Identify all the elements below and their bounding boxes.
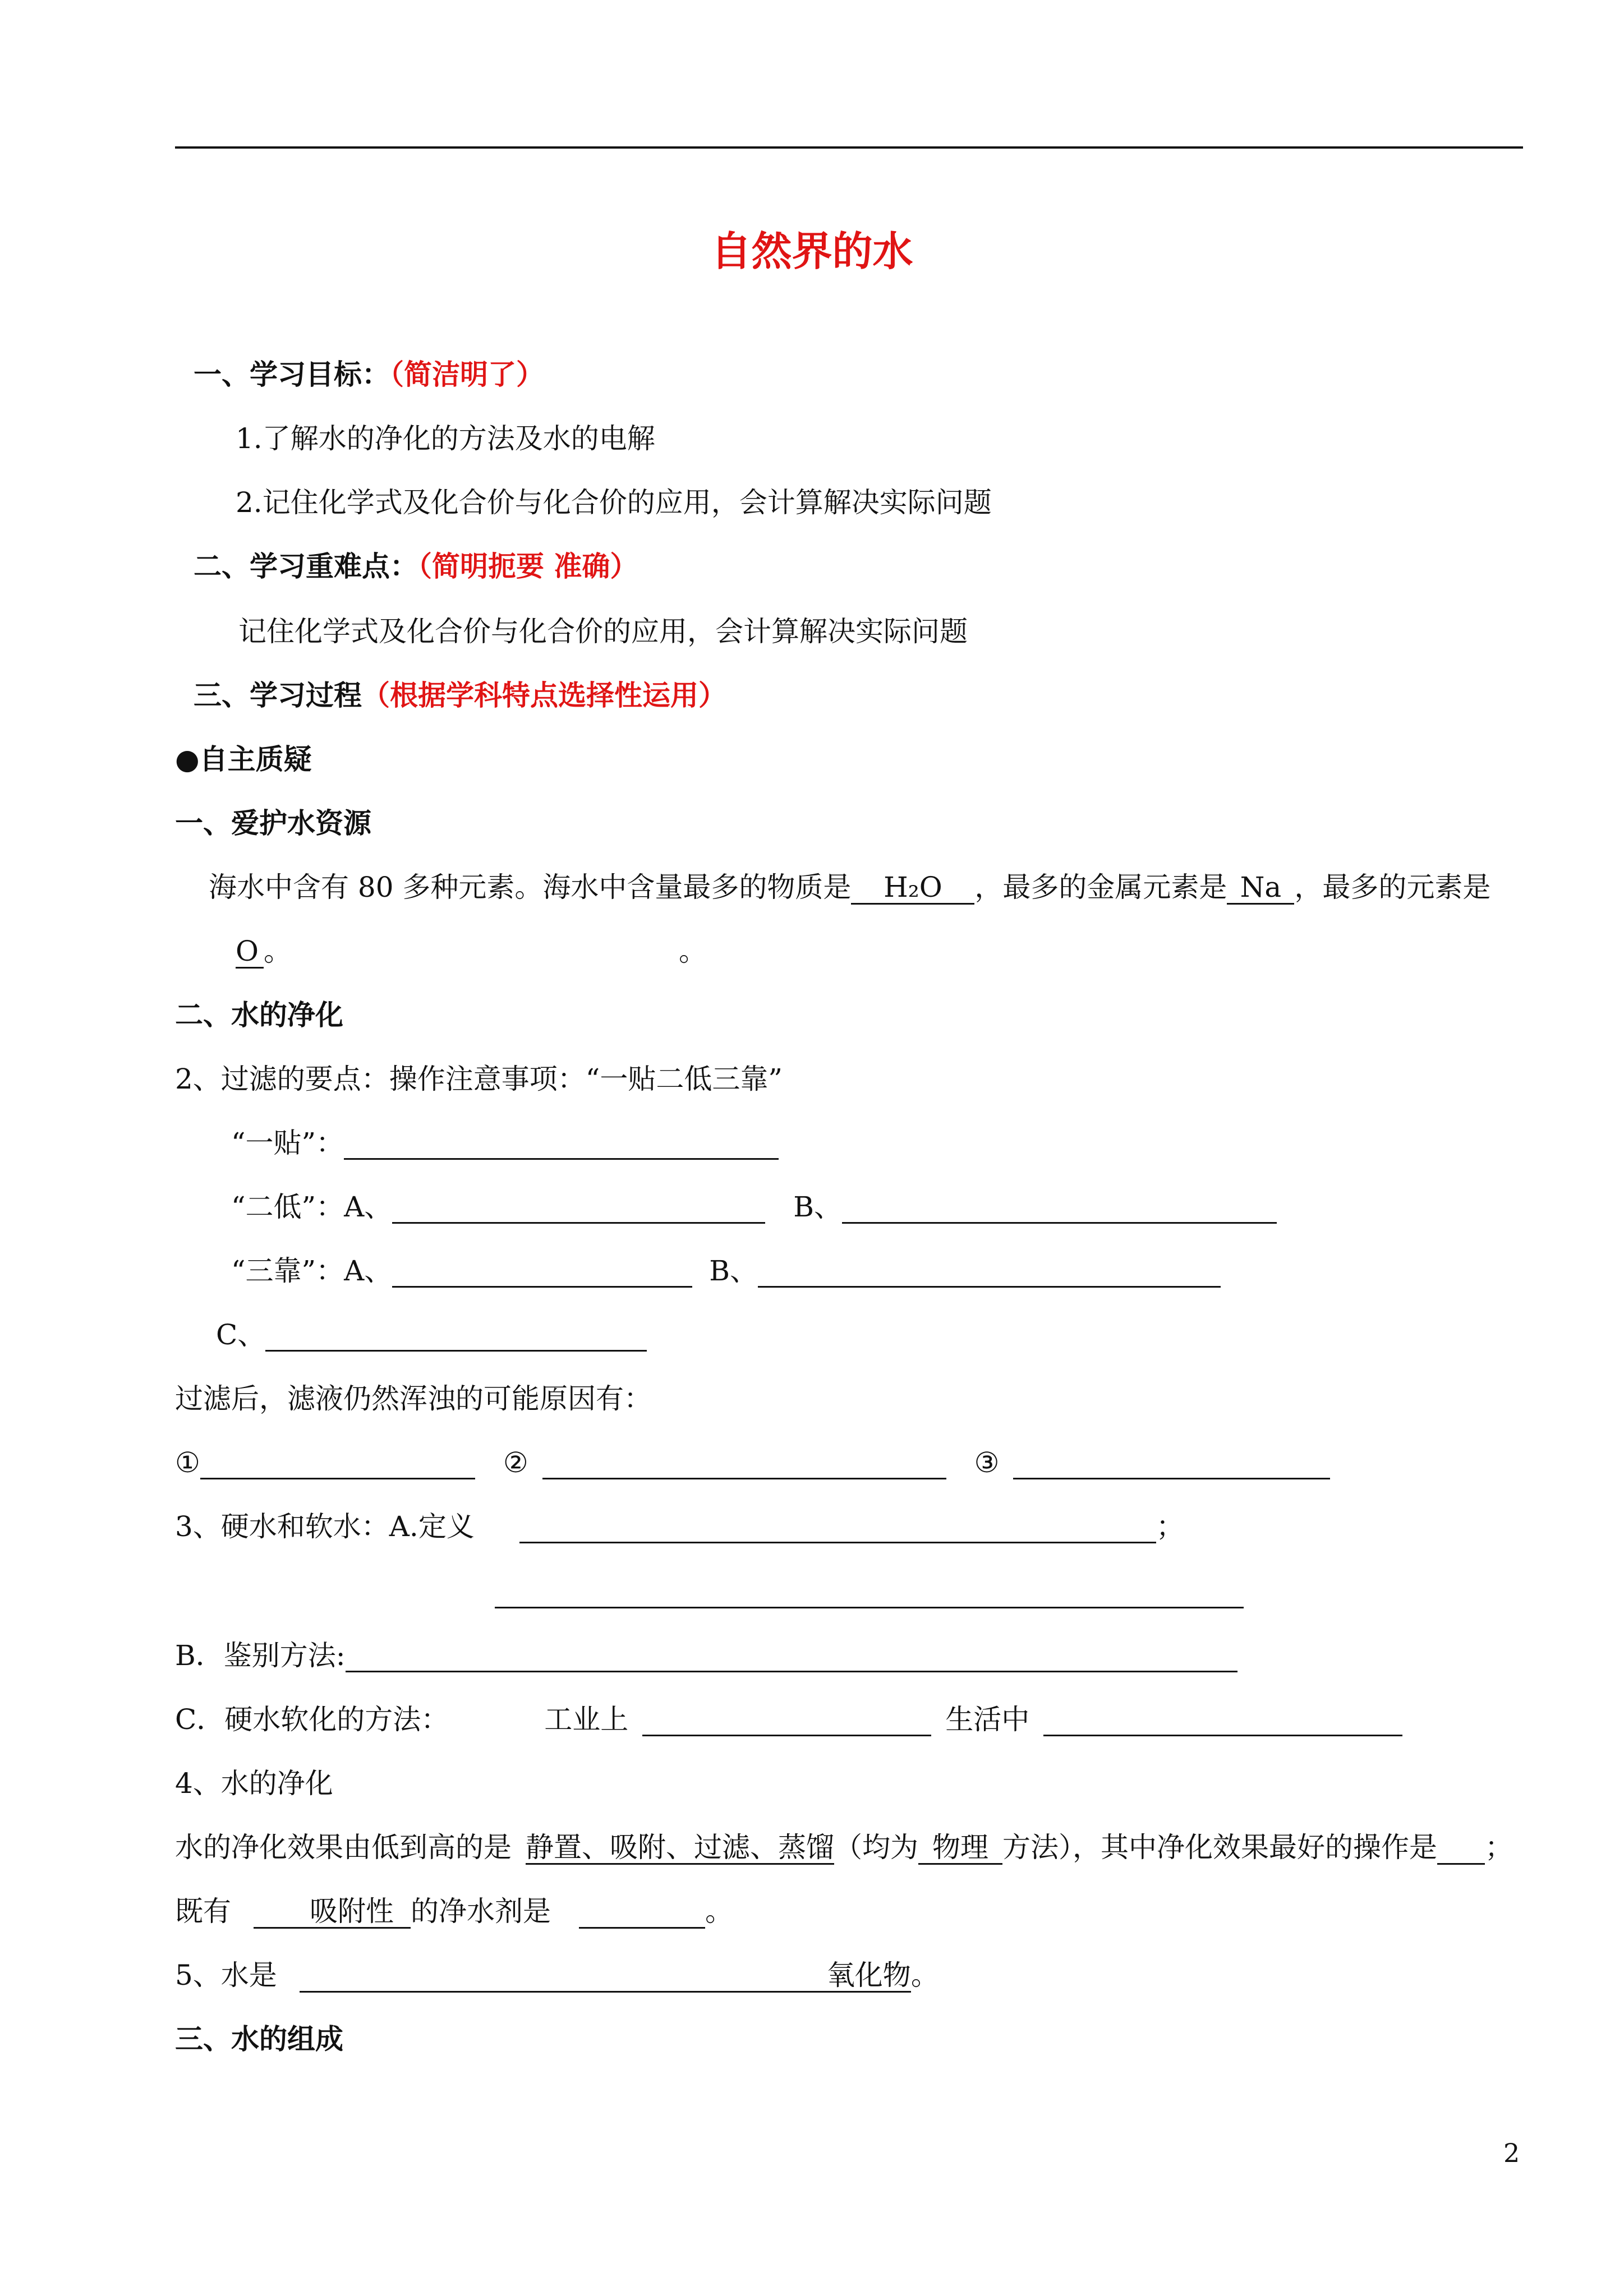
answer-h2o: H₂O xyxy=(851,872,974,905)
reason-3-blank[interactable] xyxy=(1013,1449,1330,1479)
part1-text-c: ，最多的元素是 xyxy=(1294,871,1491,903)
definition-blank-1[interactable] xyxy=(519,1513,1156,1543)
sankao-c-blank[interactable] xyxy=(265,1321,647,1352)
process-heading-line xyxy=(194,679,726,712)
semicolon: ； xyxy=(1156,1510,1184,1543)
goal-1: 1.了解水的净化的方法及水的电解 xyxy=(236,422,655,455)
adsorb-text-b: 的净水剂是 xyxy=(411,1895,551,1928)
header-rule xyxy=(175,146,1523,149)
answer-o: O xyxy=(236,935,264,969)
purify-answer-a: 静置、吸附、过滤、蒸馏 xyxy=(526,1831,834,1864)
page-number: 2 xyxy=(1503,2138,1520,2168)
soften-line xyxy=(175,1703,1402,1736)
industry-label: 工业上 xyxy=(544,1703,629,1736)
identify-line xyxy=(175,1639,1237,1672)
oxide-end: 。 xyxy=(910,1959,939,1991)
purify-line xyxy=(175,1831,1513,1864)
soften-label: C．硬水软化的方法： xyxy=(175,1703,449,1736)
sankao-c-line xyxy=(216,1318,647,1352)
key-text: 记住化学式及化合价与化合价的应用，会计算解决实际问题 xyxy=(238,615,968,648)
erdi-line xyxy=(231,1190,1277,1224)
definition-line-2 xyxy=(495,1575,1244,1608)
part1-end-2: 。 xyxy=(679,935,707,967)
self-study-heading: ●自主质疑 xyxy=(175,743,312,776)
sankao-c-label: C、 xyxy=(216,1318,266,1351)
yitie-blank[interactable] xyxy=(344,1129,779,1160)
purify-text-b: （均为 xyxy=(834,1831,918,1864)
daily-blank[interactable] xyxy=(1043,1705,1402,1736)
adsorb-line xyxy=(175,1894,733,1928)
filter-heading: 2、过滤的要点：操作注意事项：“一贴二低三靠” xyxy=(175,1063,783,1095)
sankao-b-blank[interactable] xyxy=(758,1257,1221,1288)
reason-1-label: ① xyxy=(175,1446,200,1479)
water-is-line xyxy=(175,1958,939,1992)
purify-answer-b: 物理 xyxy=(918,1832,1002,1865)
industry-blank[interactable] xyxy=(642,1705,931,1736)
adsorb-answer: 吸附性 xyxy=(254,1896,411,1929)
erdi-label: “二低”：A、 xyxy=(231,1191,393,1223)
identify-blank[interactable] xyxy=(346,1642,1237,1672)
yitie-label: “一贴”： xyxy=(231,1127,344,1159)
purify-text-c: 方法），其中净化效果最好的操作是 xyxy=(1002,1831,1437,1864)
adsorbent-blank[interactable] xyxy=(579,1898,705,1929)
reasons-line xyxy=(175,1446,1330,1479)
sankao-a-blank[interactable] xyxy=(392,1257,692,1288)
key-heading: 二、学习重难点： xyxy=(194,550,418,583)
page-title: 自然界的水 xyxy=(711,228,913,275)
hard-soft-line xyxy=(175,1510,1184,1543)
best-operation-blank[interactable] xyxy=(1437,1834,1485,1865)
part1-end-1: 。 xyxy=(264,935,292,967)
key-note: （简明扼要 准确） xyxy=(418,550,638,583)
part3-heading: 三、水的组成 xyxy=(175,2023,343,2055)
water-is-label: 5、水是 xyxy=(175,1959,277,1991)
erdi-b-blank[interactable] xyxy=(842,1193,1277,1224)
erdi-b-label: B、 xyxy=(793,1191,842,1223)
purify-end: ； xyxy=(1485,1831,1513,1864)
part1-text-a: 海水中含有 80 多种元素。海水中含量最多的物质是 xyxy=(209,871,852,903)
goal-heading-line xyxy=(194,358,544,391)
part2-heading: 二、水的净化 xyxy=(175,999,343,1031)
key-heading-line xyxy=(194,550,638,583)
hard-soft-label: 3、硬水和软水：A.定义 xyxy=(175,1510,475,1543)
yitie-line xyxy=(231,1126,779,1160)
answer-na: Na xyxy=(1227,872,1294,905)
erdi-a-blank[interactable] xyxy=(392,1193,765,1224)
goal-heading: 一、学习目标： xyxy=(194,358,390,391)
process-note: （根据学科特点选择性运用） xyxy=(362,679,726,712)
part1-heading: 一、爱护水资源 xyxy=(175,807,371,840)
sankao-line xyxy=(231,1254,1221,1288)
reason-2-label: ② xyxy=(503,1446,528,1479)
part1-line-2 xyxy=(236,934,292,968)
oxide-answer: 氧化物 xyxy=(300,1960,911,1993)
process-heading: 三、学习过程 xyxy=(194,679,362,712)
goal-note: （简洁明了） xyxy=(390,358,544,391)
part1-text-b: ，最多的金属元素是 xyxy=(974,871,1227,903)
daily-label: 生活中 xyxy=(945,1703,1030,1736)
adsorb-end: 。 xyxy=(705,1895,733,1928)
sankao-b-label: B、 xyxy=(709,1255,758,1287)
purify-text-a: 水的净化效果由低到高的是 xyxy=(175,1831,512,1864)
reason-3-label: ③ xyxy=(974,1446,1000,1479)
goal-2: 2.记住化学式及化合价与化合价的应用，会计算解决实际问题 xyxy=(236,486,992,519)
identify-label: B．鉴别方法: xyxy=(175,1639,346,1672)
part1-line xyxy=(209,870,1490,904)
reason-1-blank[interactable] xyxy=(200,1449,475,1479)
adsorb-text-a: 既有 xyxy=(175,1895,231,1928)
purify-heading: 4、水的净化 xyxy=(175,1767,333,1800)
definition-blank-2[interactable] xyxy=(495,1578,1244,1608)
sankao-label: “三靠”：A、 xyxy=(231,1255,393,1287)
turbid-text: 过滤后，滤液仍然浑浊的可能原因有： xyxy=(175,1382,652,1415)
reason-2-blank[interactable] xyxy=(542,1449,946,1479)
